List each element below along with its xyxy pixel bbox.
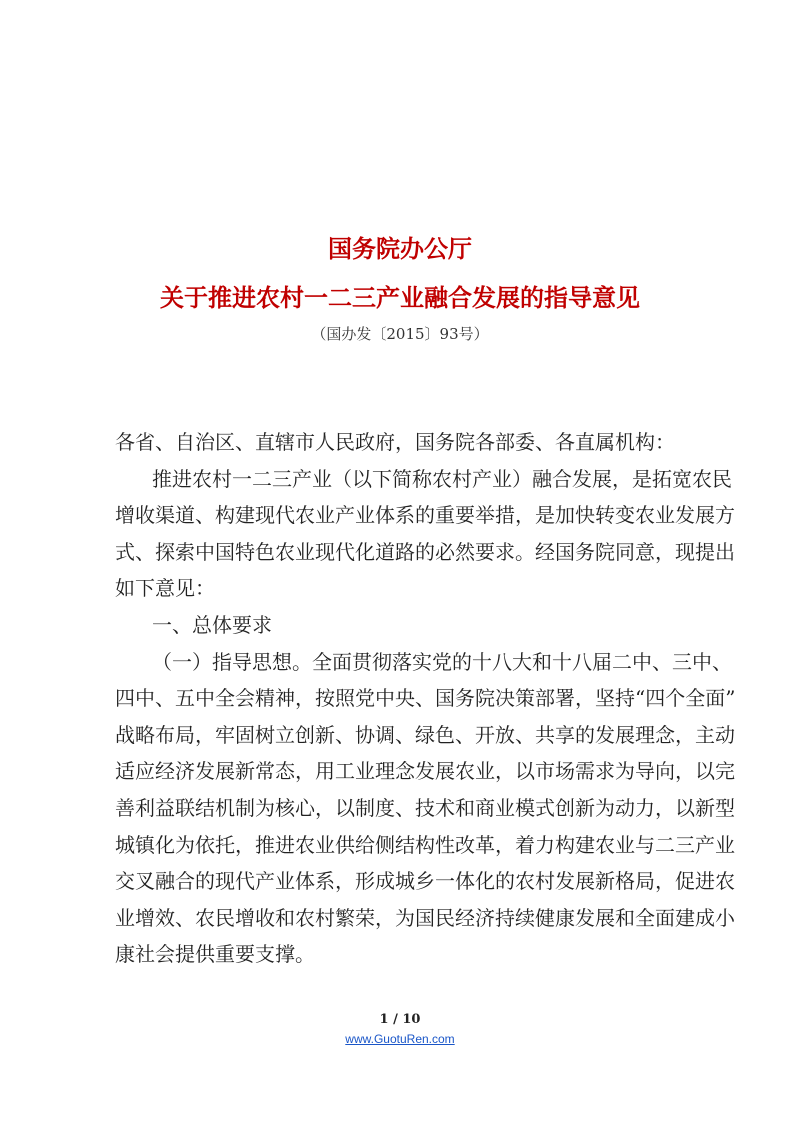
paragraph-line: 四中、五中全会精神，按照党中央、国务院决策部署，坚持“四个全面” — [115, 686, 736, 711]
paragraph-line: 式、探索中国特色农业现代化道路的必然要求。经国务院同意，现提出 — [115, 539, 735, 564]
paragraph-line: 战略布局，牢固树立创新、协调、绿色、开放、共享的发展理念，主动 — [115, 722, 735, 747]
paragraph-line: 如下意见： — [115, 576, 215, 601]
document-body — [115, 424, 736, 973]
paragraph-line: 增收渠道、构建现代农业产业体系的重要举措，是加快转变农业发展方 — [115, 503, 735, 528]
title-issuer: 国务院办公厅 — [328, 235, 472, 263]
section-heading: 一、总体要求 — [152, 612, 272, 637]
paragraph-line: 城镇化为依托，推进农业供给侧结构性改革，着力构建农业与二三产业 — [115, 832, 735, 857]
paragraph-line: 推进农村一二三产业（以下简称农村产业）融合发展，是拓宽农民 — [152, 466, 732, 491]
paragraph-line: 业增效、农民增收和农村繁荣，为国民经济持续健康发展和全面建成小 — [115, 905, 735, 930]
paragraph-line: 善利益联结机制为核心，以制度、技术和商业模式创新为动力，以新型 — [115, 795, 735, 820]
paragraph-line: 交叉融合的现代产业体系，形成城乡一体化的农村发展新格局，促进农 — [115, 869, 735, 894]
addressee-line: 各省、自治区、直辖市人民政府，国务院各部委、各直属机构： — [115, 430, 675, 454]
paragraph-line: （一）指导思想。全面贯彻落实党的十八大和十八届二中、三中、 — [152, 649, 732, 674]
page-number: 1 / 10 — [379, 1012, 421, 1027]
paragraph-line: 康社会提供重要支撑。 — [115, 942, 315, 967]
document-title: 关于推进农村一二三产业融合发展的指导意见 — [160, 284, 640, 312]
paragraph-line: 适应经济发展新常态，用工业理念发展农业，以市场需求为导向，以完 — [115, 759, 735, 784]
document-number: （国办发〔2015〕93号） — [311, 325, 489, 343]
footer-link[interactable]: www.GuotuRen.com — [345, 1032, 455, 1046]
